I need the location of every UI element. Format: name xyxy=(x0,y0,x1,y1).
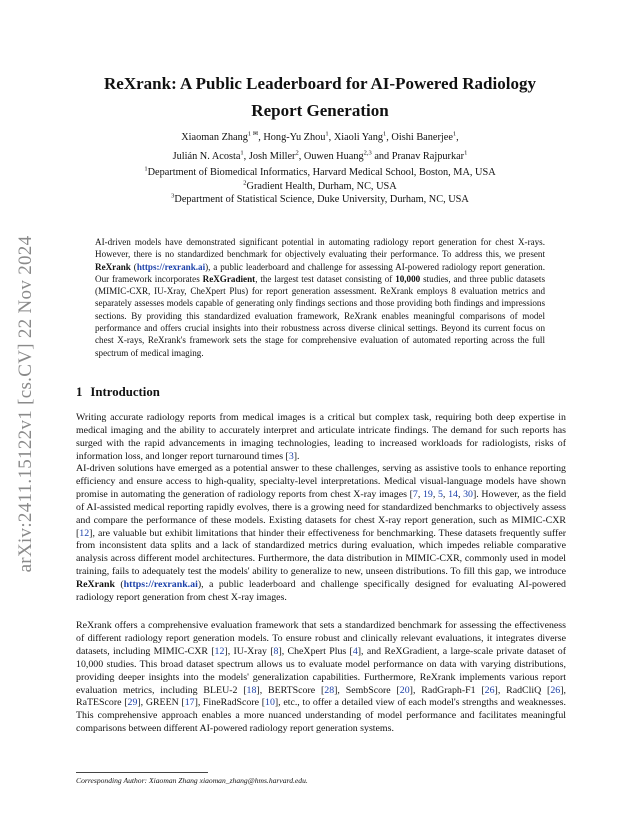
citation-link[interactable]: 14 xyxy=(448,488,458,500)
abstract-text: ), a public leaderboard and challenge for assessing AI-powered radiology report generation. Our framework incorporates xyxy=(95,261,545,284)
author-name: and Pranav Rajpurkar xyxy=(371,151,465,162)
body-text: ], SembScore [ xyxy=(334,684,400,696)
citation-link[interactable]: 12 xyxy=(79,527,90,539)
citation-link[interactable]: 17 xyxy=(184,697,195,709)
author-affil-mark: 1 xyxy=(452,130,457,138)
rexrank-link[interactable]: https://rexrank.ai xyxy=(136,261,206,272)
author-name: Xiaoman Zhang xyxy=(181,132,248,143)
citation-link[interactable]: 12 xyxy=(214,645,225,657)
body-text: ], RadGraph-F1 [ xyxy=(409,684,485,696)
author-name: , Oishi Banerjee xyxy=(386,132,453,143)
body-text: ), a public leaderboard and challenge specifically designed for evaluating AI-powered radiology report generation from chest X-ray images. xyxy=(76,579,566,604)
rexrank-link[interactable]: https://rexrank.ai xyxy=(123,579,198,591)
affiliation-text: Department of Statistical Science, Duke University, Durham, NC, USA xyxy=(174,194,469,206)
citation-link[interactable]: 30 xyxy=(463,488,473,500)
body-text: ], and ReXGradient, a large-scale private dataset of 10,000 studies. This broad dataset spectrum allows us to evaluate model performance on data with varying distributions, providing deeper insights into the models' generalization capabilities. Furthermore, ReXrank implements various report evaluation metrics, including BLEU-2 [ xyxy=(76,645,567,696)
body-text: ( xyxy=(114,579,124,591)
body-bold: ReXrank xyxy=(76,579,115,591)
author-name: Julián N. Acosta xyxy=(172,151,241,162)
body-text: ]. However, as the field of AI-assisted medical reporting rapidly evolves, there is a growing need for standardized benchmarks to objectively assess and compare the performance of these models. Existing datasets for chest X-ray report generation, such as MIMIC-CXR [ xyxy=(76,488,567,539)
author-list xyxy=(70,128,570,166)
body-text: ], FineRadScore [ xyxy=(194,697,265,709)
author-affil-mark: 2 xyxy=(295,149,299,157)
abstract-bold: 10,000 xyxy=(395,273,421,284)
citation-separator: , xyxy=(442,488,449,500)
author-line-2 xyxy=(70,147,570,166)
citation-link[interactable]: 7 xyxy=(412,488,418,500)
affiliation-number: 2 xyxy=(243,179,247,187)
abstract-text: ( xyxy=(130,261,137,272)
affiliation-number: 1 xyxy=(144,165,148,173)
affiliation-item xyxy=(70,180,570,194)
author-name: , Ouwen Huang xyxy=(298,151,364,162)
affiliation-text: Department of Biomedical Informatics, Harvard Medical School, Boston, MA, USA xyxy=(147,167,496,178)
author-line-1 xyxy=(70,128,570,147)
affiliation-list xyxy=(70,166,570,207)
body-text: ]. xyxy=(293,450,300,462)
affiliation-item xyxy=(70,166,570,180)
abstract-text: AI-driven models have demonstrated significant potential in automating radiology report generation for chest X-rays. However, there is no standardized benchmark for objectively evaluating their performance. To address this, we present xyxy=(95,237,545,260)
citation-link[interactable]: 18 xyxy=(246,684,257,696)
affiliation-number: 3 xyxy=(171,192,175,200)
paper-title: ReXrank: A Public Leaderboard for AI-Powered Radiology Report Generation xyxy=(104,74,536,120)
citation-link[interactable]: 8 xyxy=(273,645,279,657)
corresponding-author-footnote: Corresponding Author: Xiaoman Zhang xiaoman_zhang@hms.harvard.edu. xyxy=(76,776,308,785)
body-text: ], RaTEScore [ xyxy=(76,684,566,709)
citation-separator: , xyxy=(417,488,423,500)
citation-link[interactable]: 3 xyxy=(288,450,294,462)
author-name: , Xiaoli Yang xyxy=(328,132,384,143)
abstract-text: , the largest test dataset consisting of xyxy=(255,273,396,284)
citation-link[interactable]: 28 xyxy=(324,684,335,696)
intro-paragraph-3 xyxy=(76,620,566,736)
body-text: ReXrank offers a comprehensive evaluation framework that sets a standardized benchmark for assessing the effectiveness of different radiology report generation models. To ensure robust and clinically relevant evaluations, it integrates diverse datasets, including MIMIC-CXR [ xyxy=(76,620,566,657)
section-number: 1 xyxy=(76,385,83,399)
abstract-text: studies, and three public datasets (MIMIC-CXR, IU-Xray, CheXpert Plus) for report generation assessment. ReXrank employs 8 evaluation metrics and separately assesses models capable of generating only findings sections and those providing both findings and impressions sections. By providing this standardized evaluation framework, ReXrank enables meaningful comparisons of model performance and offers crucial insights into their robustness across diverse clinical settings. Beyond its current focus on chest X-rays, ReXrank's framework sets the stage for comprehensive evaluation of automated reporting across the full spectrum of medical imaging. xyxy=(95,273,545,358)
affiliation-item xyxy=(70,193,570,207)
citation-link[interactable]: 29 xyxy=(127,697,138,709)
body-text: ], GREEN [ xyxy=(137,697,185,709)
body-text: ], CheXpert Plus [ xyxy=(278,645,353,657)
author-affil-mark: 1 xyxy=(464,149,468,157)
footnote-divider xyxy=(76,772,208,773)
body-text: ], etc., to offer a detailed view of each model's strengths and weaknesses. This comprehensive approach enables a more nuanced understanding of model performance and facilitates meaningful comparisons between different AI-powered radiology report generation systems. xyxy=(76,697,566,735)
citation-separator: , xyxy=(432,488,438,500)
citation-link[interactable]: 19 xyxy=(422,488,433,500)
abstract-bold: ReXGradient xyxy=(202,273,256,284)
arxiv-identifier-stamp[interactable] xyxy=(8,218,44,590)
author-separator: , xyxy=(456,132,459,143)
intro-paragraph-1 xyxy=(76,412,566,464)
citation-link[interactable]: 20 xyxy=(399,684,410,696)
arxiv-id-text: arXiv:2411.15122v1 [cs.CV] 22 Nov 2024 xyxy=(15,235,36,573)
citation-link[interactable]: 10 xyxy=(265,697,275,709)
body-text: ], IU-Xray [ xyxy=(224,645,274,657)
citation-link[interactable]: 5 xyxy=(437,488,443,500)
author-name: , Hong-Yu Zhou xyxy=(258,132,326,143)
abstract-bold: ReXrank xyxy=(95,261,131,272)
body-text: ], RadCliQ [ xyxy=(494,684,551,696)
citation-link[interactable]: 4 xyxy=(352,645,358,657)
citation-link[interactable]: 26 xyxy=(550,684,561,696)
section-heading xyxy=(76,385,160,400)
author-name: , Josh Miller xyxy=(243,151,296,162)
intro-paragraph-2 xyxy=(76,463,566,605)
author-affil-mark: 2,3 xyxy=(363,149,372,157)
affiliation-text: Gradient Health, Durham, NC, USA xyxy=(246,180,397,192)
author-affil-mark: 1 xyxy=(325,130,329,138)
body-text: Writing accurate radiology reports from medical images is a critical but complex task, requiring both deep expertise in medical imaging and the ability to accurately interpret and articulate intricate findings. The demand for such reports has surged with the rapid advancements in imaging technologies, leading to increased workloads for radiologists, risks of information loss, and longer report turnaround times [ xyxy=(76,412,566,462)
citation-link[interactable]: 26 xyxy=(484,684,495,696)
author-affil-mark: 1 xyxy=(383,130,387,138)
section-title: Introduction xyxy=(90,385,160,399)
author-affil-mark: 1 xyxy=(240,149,244,157)
body-text: AI-driven solutions have emerged as a potential answer to these challenges, serving as assistive tools to enhance reporting efficiency and ensure access to high-quality, specialty-level interpretations. Medical visual-language models have shown promise in automating the generation of radiology reports from chest X-ray images [ xyxy=(76,463,566,500)
body-text: ], BERTScore [ xyxy=(256,684,325,696)
citation-separator: , xyxy=(457,488,464,500)
abstract xyxy=(95,236,545,359)
author-affil-mark: 1 ✉ xyxy=(247,130,259,138)
body-text: ], are valuable but exhibit limitations that hinder their effectiveness for benchmarking. These datasets frequently suffer from inconsistent data splits and a lack of standardized metrics during evaluation, which impedes reliable comparative analysis across different model architectures. Furthermore, the data distribution in MIMIC-CXR, commonly used in model training, fails to adequately test the models' ability to generalize to new, unseen distributions. To fill this gap, we introduce xyxy=(76,527,566,578)
